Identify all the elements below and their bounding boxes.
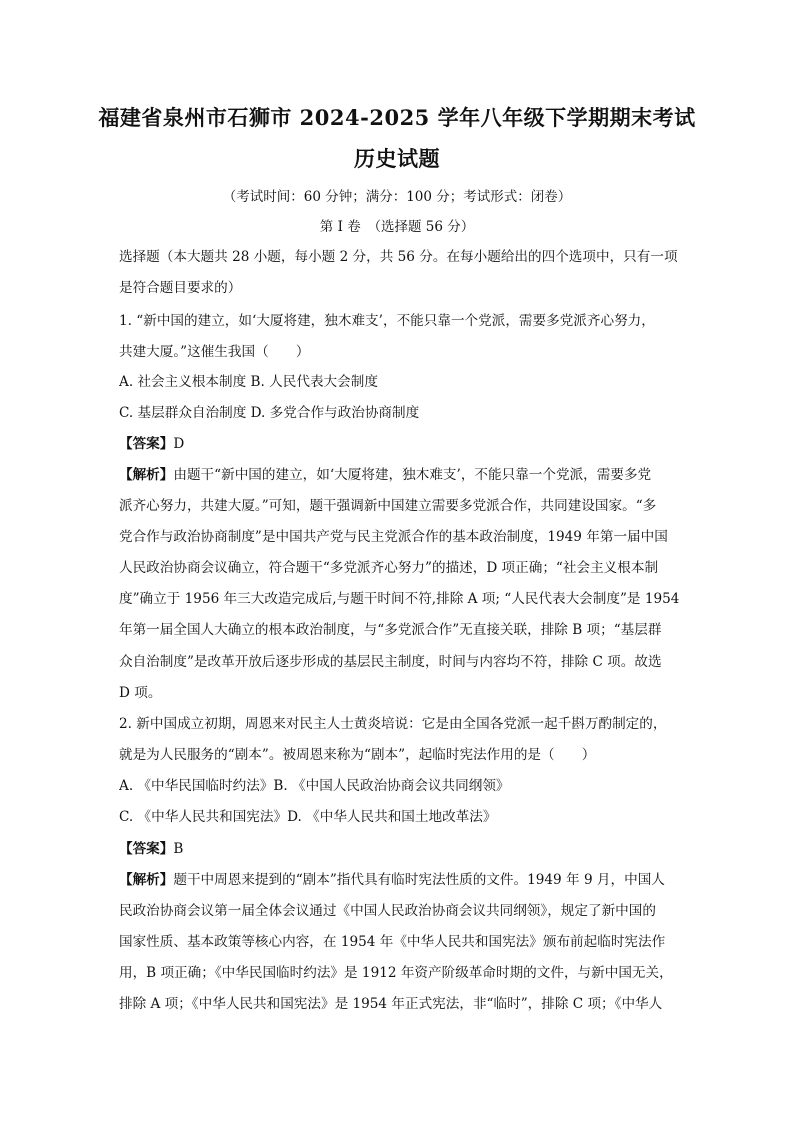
answer-value: B (173, 841, 184, 857)
answer-label: 【答案】 (119, 436, 174, 452)
question-1-options: C. 基层群众自治制度 D. 多党合作与政治协商制度 (119, 405, 420, 421)
question-2-options: A. 《中华民国临时约法》B. 《中国人民政治协商会议共同纲领》 (119, 778, 510, 794)
question-2-answer (119, 839, 679, 859)
question-1-analysis (119, 465, 679, 485)
instructions-line: 选择题（本大题共 28 小题，每小题 2 分，共 56 分。在每小题给出的四个选项中，只有一项 (119, 249, 678, 265)
question-1-analysis: D 项。 (119, 685, 162, 701)
question-2-analysis: 民政治协商会议第一届全体会议通过《中国人民政治协商会议共同纲领》，规定了新中国的 (119, 903, 656, 919)
question-2-analysis: 排除 A 项；《中华人民共和国宪法》是 1954 年正式宪法，非“临时”，排除 C 项；《中华人 (119, 996, 663, 1012)
analysis-text: 题干中周恩来提到的“剧本”指代具有临时宪法性质的文件。1949 年 9 月，中国人 (173, 872, 665, 888)
section-title: 第 I 卷 （选择题 56 分） (319, 219, 475, 235)
answer-value: D (173, 436, 185, 452)
analysis-label: 【解析】 (119, 467, 174, 483)
analysis-label: 【解析】 (119, 872, 174, 888)
question-1-analysis: 人民政治协商会议确立，符合题干“多党派齐心努力”的描述，D 项正确；“社会主义根本制 (119, 560, 659, 576)
question-1-analysis: 年第一届全国人大确立的根本政治制度，与“多党派合作”无直接关联，排除 B 项；“基层群 (119, 622, 662, 638)
question-2-analysis: 用，B 项正确；《中华民国临时约法》是 1912 年资产阶级革命时期的文件，与新中国无关， (119, 965, 673, 981)
question-1-analysis: 众自治制度”是改革开放后逐步形成的基层民主制度，时间与内容均不符，排除 C 项。故选 (119, 654, 662, 670)
question-1-analysis: 度”确立于 1956 年三大改造完成后,与题干时间不符,排除 A 项; “人民代表大会制度”是 1954 (119, 591, 679, 607)
answer-label: 【答案】 (119, 841, 174, 857)
question-1-stem: 1. “新中国的建立，如‘大厦将建，独木难支’，不能只靠一个党派，需要多党派齐心努力， (119, 313, 655, 329)
instructions-line: 是符合题目要求的） (119, 280, 242, 296)
question-1-analysis: 派齐心努力，共建大厦。”可知，题干强调新中国建立需要多党派合作，共同建设国家。“多 (119, 498, 657, 514)
exam-info: （考试时间：60 分钟；满分：100 分；考试形式：闭卷） (222, 189, 572, 205)
question-2-analysis (119, 870, 679, 890)
question-2-stem: 2. 新中国成立初期，周恩来对民主人士黄炎培说：它是由全国各党派一起千斟万酌制定的， (119, 716, 667, 732)
question-1-answer (119, 434, 679, 454)
question-2-analysis: 国家性质、基本政策等核心内容，在 1954 年《中华人民共和国宪法》颁布前起临时宪法作 (119, 934, 666, 950)
question-2-stem: 就是为人民服务的“剧本”。被周恩来称为“剧本”，起临时宪法作用的是（ ） (119, 747, 596, 763)
question-2-options: C. 《中华人民共和国宪法》D. 《中华人民共和国土地改革法》 (119, 809, 497, 825)
question-1-stem: 共建大厦。”这催生我国（ ） (119, 344, 310, 360)
document-title: 福建省泉州市石狮市 2024-2025 学年八年级下学期期末考试 (98, 105, 696, 130)
document-subtitle: 历史试题 (354, 146, 440, 171)
question-1-options: A. 社会主义根本制度 B. 人民代表大会制度 (119, 374, 378, 390)
analysis-text: 由题干“新中国的建立，如‘大厦将建，独木难支’，不能只靠一个党派，需要多党 (173, 467, 652, 483)
question-1-analysis: 党合作与政治协商制度”是中国共产党与民主党派合作的基本政治制度，1949 年第一届中国 (119, 529, 668, 545)
